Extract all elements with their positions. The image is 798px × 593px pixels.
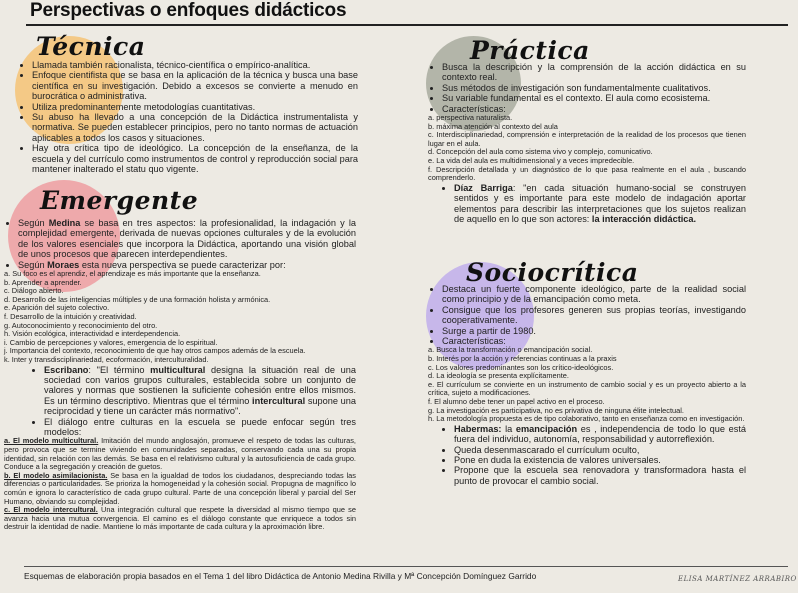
list-item: • Busca la descripción y la comprensión de la acción didáctica en su contexto real. <box>442 62 746 83</box>
list-item: • Hay otra crítica tipo de ideológico. La concepción de la enseñanza, de la escuela y del currículo como instrumentos de control y reproducción social para mantener inalterado el statu quo vigente. <box>32 143 358 174</box>
sociocritica-section <box>428 284 746 486</box>
author-name: Medina <box>48 218 81 228</box>
dialogo-list <box>4 417 356 438</box>
text: se basa en tres aspectos: la profesionalidad, la indagación y la complejidad emergente, derivada de nuevas opciones culturales y de la evolución de los valores esenciales que incorpora la Didáctica, aportando una visión global de unos procesos que aparecen interdependientes. <box>18 218 356 260</box>
text: : "El término <box>88 364 151 375</box>
footer-divider <box>24 566 788 567</box>
list-item: c. Diálogo abierto. <box>4 286 64 296</box>
diaz-list <box>428 183 746 225</box>
practica-characteristics <box>428 114 746 183</box>
list-item: k. Inter y transdisciplinariedad, ecoformación, interculturalidad. <box>4 354 209 364</box>
list-item: • Queda desenmascarado el currículum oculto, <box>454 445 746 455</box>
tecnica-section <box>18 60 358 174</box>
author-name: Díaz Barriga <box>454 182 513 193</box>
list-item: j. Importancia del contexto, reconocimiento de que hay otros campos además de la escuela. <box>4 346 306 356</box>
model-title: c. El modelo intercultural. <box>4 505 98 515</box>
term: la interacción didáctica. <box>591 214 697 224</box>
list-item: b. Aprender a aprender. <box>4 277 82 287</box>
list-item <box>18 218 356 260</box>
model-title: a. El modelo multicultural. <box>4 436 99 446</box>
list-item: • Su abuso ha llevado a una concepción de la Didáctica instrumentalista y normativa. Se pueden establecer principios, pero no tanto normas de actuación aplicables a todos los casos y situaciones. <box>32 112 358 143</box>
title-bar <box>0 0 798 26</box>
list-item: • El diálogo entre culturas en la escuela se puede enfocar según tres modelos: <box>44 417 356 438</box>
list-item: e. La vida del aula es multidimensional y a veces impredecible. <box>428 156 635 165</box>
list-item: e. El currículum se convierte en un instrumento de cambio social y es un proyecto abierto a la crítica, sujeto a modificaciones. <box>428 379 746 398</box>
tecnica-heading: Técnica <box>36 32 146 61</box>
list-item: • Propone que la escuela sea renovadora y transformadora hasta el punto de provocar el cambio social. <box>454 465 746 486</box>
author-signature: ELISA MARTÍNEZ ARRABIRO <box>678 575 797 583</box>
list-item: • Pone en duda la existencia de valores universales. <box>454 455 746 465</box>
list-item: • Surge a partir de 1980. <box>442 326 746 336</box>
list-item: • Llamada también racionalista, técnico-científica o empírico-analítica. <box>32 60 358 70</box>
term: intercultural <box>252 395 306 406</box>
list-item: d. Desarrollo de las inteligencias múltiples y de una formación holista y armónica. <box>4 294 271 304</box>
diaz-quote <box>454 183 746 225</box>
list-item: g. Autoconocimiento y reconocimiento del otro. <box>4 320 158 330</box>
text: Imitación del mundo anglosajón, promueve el respeto de todas las culturas, pero provoca que se termine viviendo en comunidades separadas, conservando cada una su propia identidad, sin relación con las demás. Se basa en el relativismo cultural y la autosuficiencia de cada grupo. Conduce a la segregación y creación de guetos. <box>4 436 356 472</box>
practica-heading: Práctica <box>470 36 590 65</box>
list-item: • Su variable fundamental es el contexto. El aula como ecosistema. <box>442 93 746 103</box>
list-item: • Sus métodos de investigación son fundamentalmente cualitativos. <box>442 83 746 93</box>
list-item: b. Interés por la acción y referencias continuas a la praxis <box>428 354 617 364</box>
author-name: Habermas: <box>454 423 502 434</box>
list-item: a. Busca la transformación o emancipación social. <box>428 345 593 355</box>
term: multicultural <box>150 364 206 375</box>
list-item: • Características: <box>442 336 746 346</box>
list-item: f. Desarrollo de la intuición y creatividad. <box>4 312 137 321</box>
title-divider <box>26 24 788 26</box>
sociocritica-heading: Sociocrítica <box>466 258 639 287</box>
emergente-section <box>4 218 356 532</box>
text: supone una reciprocidad y tiene un carácter más normativo". <box>44 395 357 417</box>
emergente-intro-list <box>4 218 356 270</box>
list-item: g. La investigación es participativa, no es privativa de ninguna élite intelectual. <box>428 405 684 415</box>
text: : "en cada situación humano-social se construyen sentidos y es importante para este modelo de indagación aportar elementos para describir las interpretaciones que los sujetos realizan de aquello en lo que son actores: <box>454 182 746 224</box>
list-item: c. Los valores predominantes son los crítico-ideológicos. <box>428 362 614 372</box>
list-item: c. Interdisciplinariedad, comprensión e interpretación de la realidad de los procesos que tienen lugar en el aula. <box>428 130 746 148</box>
sociocritica-list <box>428 284 746 346</box>
list-item: • Utiliza predominantemente metodologías cuantitativas. <box>32 102 358 112</box>
list-item: • Destaca un fuerte componente ideológico, parte de la realidad social como principio y de la emancipación como meta. <box>442 284 746 305</box>
list-item: • Enfoque cientifista que se basa en la aplicación de la técnica y busca una base científica en su investigación. Debido a excesos se convierte a menudo en burocrática o administrativa. <box>32 70 358 101</box>
modelo-multicultural <box>4 437 356 471</box>
list-item: h. La metodología propuesta es de tipo colaborativo, tanto en enseñanza como en investigación. <box>428 414 745 424</box>
author-name: Moraes <box>47 259 80 270</box>
text: Según <box>18 259 48 270</box>
emergente-characteristics <box>4 270 356 365</box>
list-item: f. Descripción detallada y un diagnóstico de lo que pasa realmente en el aula , buscando comprenderlo. <box>428 164 746 183</box>
list-item: h. Visión ecológica, interactividad e interdependencia. <box>4 329 181 339</box>
author-name: Escribano <box>44 364 89 375</box>
list-item: d. Concepción del aula como sistema vivo y complejo, comunicativo. <box>428 147 653 157</box>
emergente-heading: Emergente <box>40 186 199 215</box>
list-item: a. perspectiva naturalista. <box>428 113 513 123</box>
practica-list <box>428 62 746 114</box>
text: designa la situación real de una sociedad con varios grupos culturales, establecida sobre un conjunto de valores y normas que sostienen la suficiente cohesión entre ellos mismos. Es un término descriptivo. Mientras que el término <box>44 364 357 406</box>
modelo-intercultural <box>4 506 356 532</box>
text: esta nueva perspectiva se puede caracterizar por: <box>79 259 286 270</box>
sociocritica-characteristics <box>428 346 746 423</box>
escribano-quote <box>44 365 356 417</box>
escribano-list <box>4 365 356 417</box>
list-item: a. Su foco es el aprendiz, el aprendizaje es más importante que la enseñanza. <box>4 269 261 279</box>
modelo-asimilacionista <box>4 472 356 506</box>
list-item: • Características: <box>442 104 746 114</box>
list-item: f. El alumno debe tener un papel activo en el proceso. <box>428 397 605 406</box>
list-item: e. Aparición del sujeto colectivo. <box>4 303 110 313</box>
text: es , independencia de todo lo que está fuera del individuo, autonomía, responsabilidad y autorreflexión. <box>454 423 746 445</box>
text: Una integración cultural que respete la diversidad al mismo tiempo que se avanza hacia una mutua convergencia. El camino es el diálogo constante que enriquece a todos sin destruir la identidad de nadie. Mantiene lo más importante de cada cultura y la aproximación libre. <box>4 505 356 532</box>
tecnica-list <box>18 60 358 174</box>
model-title: b. El modelo asimilacionista. <box>4 470 108 480</box>
text: la <box>501 423 516 434</box>
text: Según <box>18 218 49 228</box>
term: emancipación <box>515 423 578 434</box>
list-item: i. Cambio de percepciones y valores, emergencia de lo espiritual. <box>4 337 218 347</box>
footer-credits: Esquemas de elaboración propia basados en el Tema 1 del libro Didáctica de Antonio Medina Rivilla y Mª Concepción Domínguez Garrido <box>24 571 537 581</box>
page-title: Perspectivas o enfoques didácticos <box>30 0 347 21</box>
list-item: b. máxima atención al contexto del aula <box>428 121 558 131</box>
list-item: • Consigue que los profesores generen sus propias teorías, investigando cooperativamente. <box>442 305 746 326</box>
habermas-quote <box>454 424 746 445</box>
list-item: d. La ideología se presenta explícitamente. <box>428 371 569 381</box>
text: Se basa en la igualdad de todos los ciudadanos, despreciando todas las diferencias o particularidades. Se prioriza la homogeneidad y la cohesión social. Propugna de magnífico lo común e ignora lo característico de cada grupo cultural. Parte de una concepción liberal y parcial del Ser Humano, obviando su complejidad. <box>4 470 356 506</box>
habermas-list <box>428 424 746 486</box>
practica-section <box>428 62 746 224</box>
